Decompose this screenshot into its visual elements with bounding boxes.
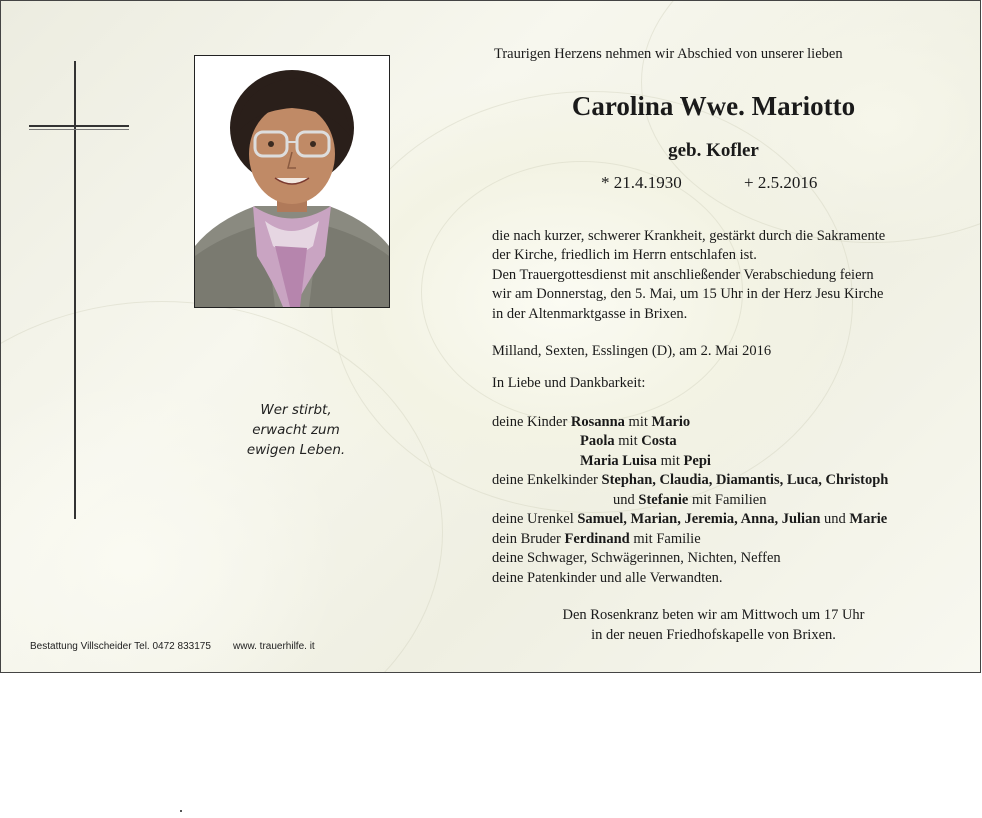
deceased-name: Carolina Wwe. Mariotto bbox=[571, 91, 856, 121]
family-great-grandchildren-row bbox=[492, 511, 887, 528]
family-member: Stephan, Claudia, Diamantis, Luca, Christoph bbox=[601, 472, 889, 488]
family-member: Mario bbox=[651, 414, 691, 430]
portrait-image bbox=[195, 56, 389, 307]
family-inlaws-row: deine Schwager, Schwägerinnen, Nichten, Neffen bbox=[492, 550, 781, 566]
family-grandchildren-row bbox=[613, 492, 766, 509]
quote-line: ewigen Leben. bbox=[246, 442, 346, 458]
family-prefix: deine Kinder bbox=[492, 414, 568, 430]
quote-line: Wer stirbt, bbox=[260, 402, 332, 418]
cross-symbol-horizontal-shadow bbox=[29, 129, 129, 130]
announcement-line: wir am Donnerstag, den 5. Mai, um 15 Uhr in der Herz Jesu Kirche bbox=[492, 286, 884, 303]
intro-text: Traurigen Herzens nehmen wir Abschied von unserer lieben bbox=[494, 46, 843, 62]
portrait-photo bbox=[194, 55, 390, 308]
announcement-line: die nach kurzer, schwerer Krankheit, gestärkt durch die Sakramente bbox=[492, 228, 886, 244]
family-connector: und bbox=[824, 511, 846, 527]
family-member: Costa bbox=[641, 433, 677, 449]
place-date: Milland, Sexten, Esslingen (D), am 2. Mai 2016 bbox=[492, 343, 772, 359]
footer-website[interactable]: www. trauerhilfe. it bbox=[233, 641, 315, 652]
family-member: Rosanna bbox=[570, 414, 625, 430]
birth-date: * 21.4.1930 bbox=[601, 173, 682, 192]
announcement-line: Den Trauergottesdienst mit anschließender Verabschiedung feiern bbox=[492, 266, 874, 283]
cross-symbol-horizontal bbox=[29, 125, 129, 127]
family-member: Stefanie bbox=[638, 492, 689, 508]
family-member: Marie bbox=[849, 511, 888, 527]
family-prefix: dein Bruder bbox=[492, 531, 561, 547]
family-children-row bbox=[580, 453, 711, 470]
family-member: Pepi bbox=[683, 453, 711, 469]
family-member: Ferdinand bbox=[564, 531, 630, 547]
quote-line: erwacht zum bbox=[252, 422, 340, 438]
stray-dot bbox=[180, 810, 182, 812]
family-connector: und bbox=[613, 492, 635, 508]
family-connector: mit bbox=[660, 453, 680, 469]
family-children-row bbox=[492, 414, 690, 431]
announcement-line: der Kirche, friedlich im Herrn entschlafen ist. bbox=[492, 247, 757, 264]
family-children-row bbox=[580, 433, 677, 450]
family-brother-row bbox=[492, 531, 701, 548]
family-grandchildren-row bbox=[492, 472, 888, 489]
rosary-line: in der neuen Friedhofskapelle von Brixen. bbox=[591, 626, 836, 643]
family-connector: mit Familien bbox=[691, 492, 767, 508]
family-member: Maria Luisa bbox=[580, 453, 657, 469]
family-connector: mit bbox=[628, 414, 648, 430]
rosary-notice bbox=[495, 606, 932, 645]
family-member: Paola bbox=[580, 433, 615, 449]
family-member: Samuel, Marian, Jeremia, Anna, Julian bbox=[577, 511, 821, 527]
maiden-name: geb. Kofler bbox=[668, 140, 759, 161]
family-prefix: deine Enkelkinder bbox=[492, 472, 598, 488]
family-connector: mit Familie bbox=[633, 531, 701, 547]
rosary-line: Den Rosenkranz beten wir am Mittwoch um 17 Uhr bbox=[562, 607, 865, 623]
thanks-line: In Liebe und Dankbarkeit: bbox=[492, 375, 646, 391]
family-connector: mit bbox=[618, 433, 638, 449]
family-prefix: deine Urenkel bbox=[492, 511, 574, 527]
death-date: + 2.5.2016 bbox=[744, 173, 818, 192]
announcement-text bbox=[492, 227, 885, 324]
announcement-line: in der Altenmarktgasse in Brixen. bbox=[492, 305, 688, 322]
footer-company: Bestattung Villscheider Tel. 0472 833175 bbox=[30, 641, 211, 652]
quote bbox=[229, 400, 363, 460]
family-godchildren-row: deine Patenkinder und alle Verwandten. bbox=[492, 570, 723, 586]
